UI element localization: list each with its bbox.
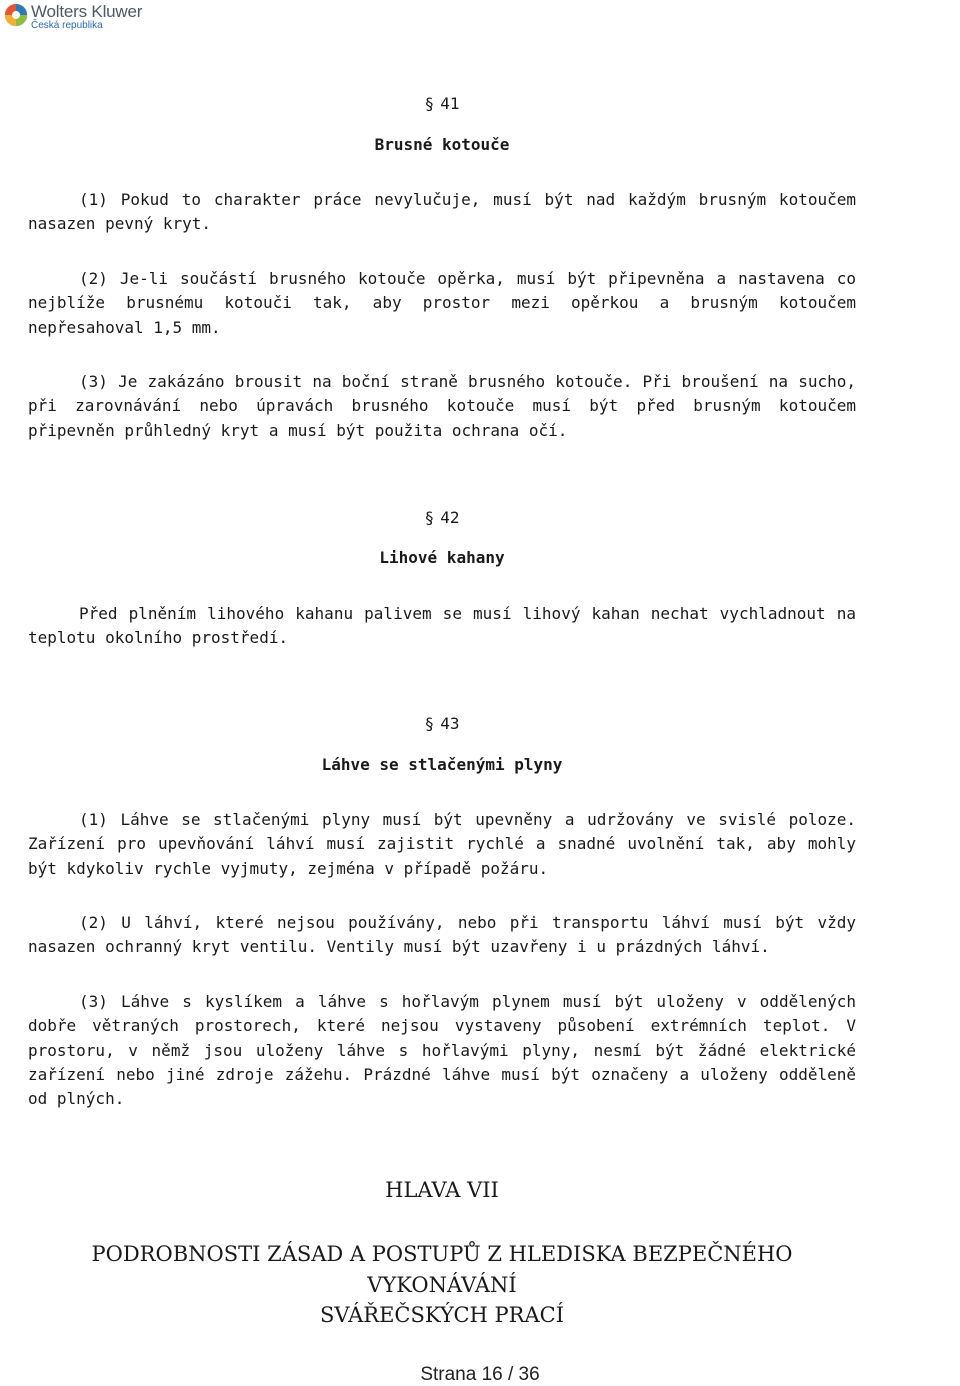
chapter-title (28, 1239, 856, 1331)
page-number: Strana 16 / 36 (420, 1364, 540, 1385)
paragraph: (2) U láhví, které nejsou používány, nebo při transportu láhví musí být vždy nasazen ochranný kryt ventilu. Ventily musí být uzavřeny i u prázdných láhví. (28, 913, 856, 957)
paragraph: (3) Láhve s kyslíkem a láhve s hořlavým plynem musí být uloženy v oddělených dobře větraných prostorech, které nejsou vystaveny působení extrémních teplot. V prostoru, v němž jsou uloženy láhve s hořlavými plyny, nesmí být žádné elektrické zařízení nebo jiné zdroje zážehu. Prázdné láhve musí být označeny a uloženy odděleně od plných. (28, 992, 856, 1109)
paragraph: (3) Je zakázáno brousit na boční straně brusného kotouče. Při broušení na sucho, při zarovnávání nebo úpravách brusného kotouče musí být před brusným kotoučem připevněn průhledný kryt a musí být použita ochrana očí. (28, 372, 856, 440)
paragraph: Před plněním lihového kahanu palivem se musí lihový kahan nechat vychladnout na teplotu okolního prostředí. (28, 604, 856, 648)
section-number-43 (28, 714, 856, 733)
paragraph-sign: § (424, 714, 435, 733)
section-number-41 (28, 94, 856, 113)
paragraph-sign: § (424, 508, 435, 527)
chapter-title-line: SVÁŘEČSKÝCH PRACÍ (319, 1303, 565, 1327)
paragraph: (1) Pokud to charakter práce nevylučuje, musí být nad každým brusným kotoučem nasazen pevný kryt. (28, 190, 856, 234)
wolters-kluwer-logo-icon (4, 3, 28, 27)
section-title: Lihové kahany (379, 548, 505, 567)
section-number: 42 (440, 508, 460, 527)
section-title: Brusné kotouče (374, 135, 510, 154)
logo-subtitle: Česká republika (31, 20, 103, 31)
chapter-label: HLAVA VII (385, 1178, 499, 1202)
section-number: 43 (440, 714, 460, 733)
section-number: 41 (440, 94, 460, 113)
paragraph: (1) Láhve se stlačenými plyny musí být upevněny a udržovány ve svislé poloze. Zařízení pro upevňování láhví musí zajistit rychlé a snadné uvolnění tak, aby mohly být kdykoliv rychle vyjmuty, zejména v případě požáru. (28, 810, 856, 878)
section-number-42 (28, 508, 856, 527)
paragraph-sign: § (424, 94, 435, 113)
section-title: Láhve se stlačenými plyny (321, 755, 563, 774)
chapter-title-line: PODROBNOSTI ZÁSAD A POSTUPŮ Z HLEDISKA BEZPEČNÉHO VYKONÁVÁNÍ (91, 1242, 793, 1297)
publisher-logo (4, 3, 142, 35)
logo-name: Wolters Kluwer (31, 2, 143, 21)
paragraph: (2) Je-li součástí brusného kotouče opěrka, musí být připevněna a nastavena co nejblíže brusnému kotouči tak, aby prostor mezi opěrkou a brusným kotoučem nepřesahoval 1,5 mm. (28, 269, 856, 337)
